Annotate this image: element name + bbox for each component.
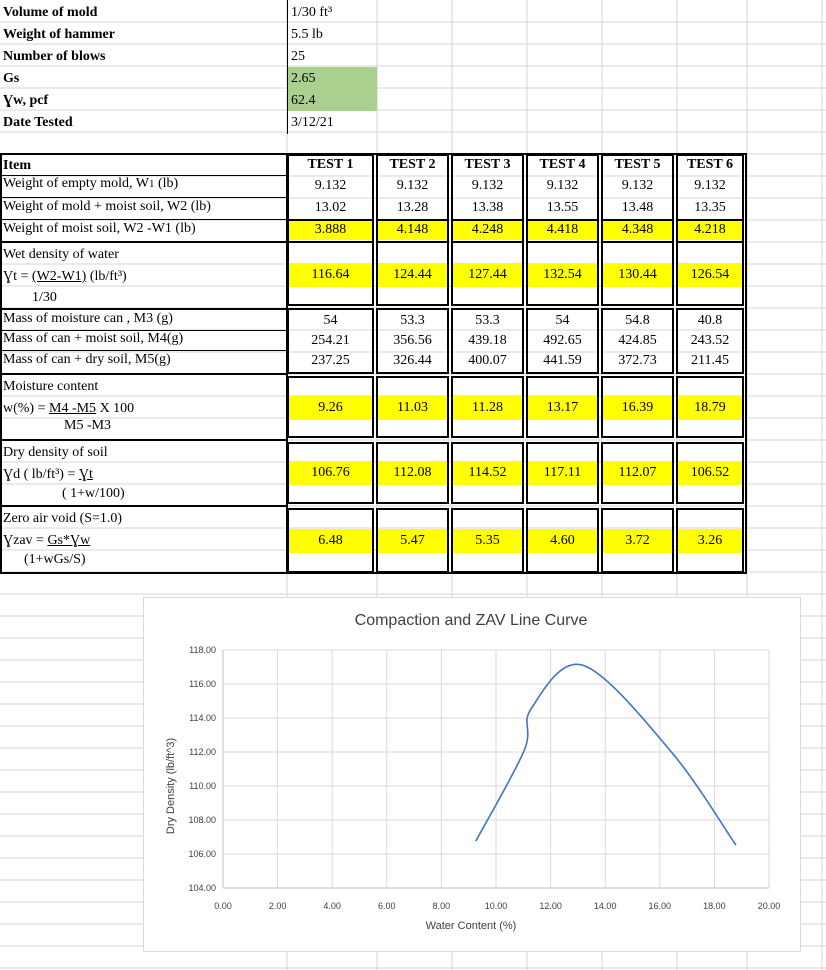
chart-svg: [144, 598, 802, 953]
cell-m5-test1[interactable]: 237.25: [311, 353, 350, 368]
cell-m4-test6[interactable]: 243.52: [690, 333, 730, 348]
label-wet-density: Wet density of water: [3, 247, 119, 262]
cell-wet_density-test3[interactable]: 127.44: [468, 267, 507, 282]
cell-w2-test3[interactable]: 13.38: [471, 200, 504, 215]
header-test-1[interactable]: TEST 1: [307, 156, 354, 172]
chart-y-ticks: [188, 645, 216, 893]
cell-w2-test4[interactable]: 13.55: [546, 200, 579, 215]
param-value-yw[interactable]: 62.4: [291, 93, 316, 108]
label-wet-formula: [3, 269, 127, 285]
cell-m3-test6[interactable]: 40.8: [697, 313, 723, 328]
chart-title: Compaction and ZAV Line Curve: [354, 612, 588, 629]
cell-wet_density-test2[interactable]: 124.44: [393, 267, 432, 282]
cell-dry_density-test3[interactable]: 114.52: [468, 465, 507, 480]
cell-moist-test5[interactable]: 4.348: [621, 222, 654, 237]
cell-w2-test2[interactable]: 13.28: [396, 200, 429, 215]
cell-w2-test6[interactable]: 13.35: [694, 200, 726, 215]
label-moisture: Moisture content: [3, 379, 99, 394]
moisture-formula-factor: X 100: [96, 401, 135, 416]
cell-m3-test5[interactable]: 54.8: [625, 313, 650, 328]
cell-w2-test5[interactable]: 13.48: [621, 200, 654, 215]
row-separator: [0, 308, 288, 310]
cell-m5-test5[interactable]: 372.73: [618, 353, 657, 368]
y-tick-label: 108.00: [188, 815, 216, 825]
param-value-date[interactable]: 3/12/21: [291, 115, 334, 130]
y-tick-label: 112.00: [189, 747, 216, 757]
cell-wet_density-test1[interactable]: 116.64: [311, 267, 350, 282]
cell-wet_density-test5[interactable]: 130.44: [618, 267, 657, 282]
label-dry-density: Dry density of soil: [3, 445, 108, 460]
cell-zav-test3[interactable]: 5.35: [475, 533, 500, 548]
chart-x-ticks: [214, 901, 780, 911]
wet-formula-unit: (lb/ft³): [86, 269, 127, 284]
header-test-2[interactable]: TEST 2: [389, 156, 436, 172]
label-moisture-formula: [3, 401, 134, 417]
dry-formula-numerator: Ɣt: [78, 467, 93, 482]
header-item: Item: [3, 158, 31, 173]
cell-m3-test1[interactable]: 54: [323, 313, 338, 328]
header-test-6[interactable]: TEST 6: [686, 156, 734, 172]
y-tick-label: 116.00: [189, 679, 216, 689]
cell-m4-test2[interactable]: 356.56: [393, 333, 432, 348]
y-tick-label: 114.00: [189, 713, 216, 723]
cell-w1-test1[interactable]: 9.132: [314, 178, 347, 193]
moisture-formula-numerator: M4 -M5: [49, 401, 97, 416]
cell-m4-test4[interactable]: 492.65: [543, 333, 582, 348]
cell-m3-test4[interactable]: 54: [555, 313, 570, 328]
y-tick-label: 104.00: [188, 883, 216, 893]
cell-moist-test3[interactable]: 4.248: [471, 222, 504, 237]
cell-m4-test5[interactable]: 424.85: [618, 333, 657, 348]
cell-m5-test6[interactable]: 211.45: [691, 353, 729, 368]
zav-formula-lhs: Ɣzav =: [3, 533, 48, 548]
chart-gridlines: [223, 650, 769, 888]
x-tick-label: 8.00: [432, 901, 451, 911]
label-moisture-denominator: M5 -M3: [64, 418, 112, 433]
compaction-curve[interactable]: [476, 664, 736, 845]
moisture-formula-lhs: w(%) =: [3, 401, 49, 416]
cell-w1-test6[interactable]: 9.132: [694, 178, 726, 193]
cell-m4-test3[interactable]: 439.18: [468, 333, 507, 348]
chart-y-label: Dry Density (lb/ft^3): [165, 737, 177, 835]
x-tick-label: 18.00: [703, 901, 726, 911]
row-separator: [0, 373, 288, 375]
cell-zav-test2[interactable]: 5.47: [400, 533, 425, 548]
label-wet-denominator: 1/30: [32, 290, 57, 305]
cell-moisture-test1[interactable]: 9.26: [318, 400, 343, 415]
cell-moist-test6[interactable]: 4.218: [694, 222, 726, 237]
x-tick-label: 4.00: [323, 901, 341, 911]
label-m5: Mass of can + dry soil, M5(g): [3, 352, 171, 367]
label-zav-formula: [3, 533, 90, 549]
cell-dry_density-test6[interactable]: 106.52: [690, 465, 730, 480]
cell-moist-test1[interactable]: 3.888: [314, 222, 347, 237]
header-test-3[interactable]: TEST 3: [464, 156, 511, 172]
x-tick-label: 14.00: [593, 901, 617, 911]
row-separator: [0, 219, 288, 220]
chart-x-label: Water Content (%): [425, 920, 517, 932]
y-tick-label: 110.00: [189, 781, 216, 791]
cell-dry_density-test1[interactable]: 106.76: [311, 465, 350, 480]
cell-wet_density-test6[interactable]: 126.54: [690, 267, 730, 282]
x-tick-label: 2.00: [268, 901, 287, 911]
cell-w1-test5[interactable]: 9.132: [621, 178, 654, 193]
label-w2: Weight of mold + moist soil, W2 (lb): [3, 199, 211, 214]
label-m3: Mass of moisture can , M3 (g): [3, 311, 173, 326]
label-moist-soil: Weight of moist soil, W2 -W1 (lb): [3, 221, 196, 236]
row-separator: [0, 439, 288, 441]
x-tick-label: 16.00: [648, 901, 672, 911]
cell-moisture-test6[interactable]: 18.79: [694, 400, 726, 415]
header-test-4[interactable]: TEST 4: [539, 156, 586, 172]
cell-zav-test1[interactable]: 6.48: [318, 533, 343, 548]
cell-zav-test4[interactable]: 4.60: [550, 533, 575, 548]
label-w1: Weight of empty mold, W1 (lb): [3, 176, 179, 191]
label-dry-formula: [3, 467, 93, 483]
row-separator: [0, 505, 288, 507]
param-value-volume[interactable]: 1/30 ft³: [291, 5, 333, 20]
label-zav: Zero air void (S=1.0): [3, 511, 123, 526]
row-separator: [0, 241, 288, 243]
cell-m3-test2[interactable]: 53.3: [400, 313, 425, 328]
row-separator: [0, 350, 288, 351]
cell-dry_density-test4[interactable]: 117.11: [543, 465, 582, 480]
param-label-hammer: Weight of hammer: [3, 27, 115, 42]
cell-w1-test3[interactable]: 9.132: [471, 178, 504, 193]
cell-moist-test2[interactable]: 4.148: [396, 222, 429, 237]
param-value-hammer[interactable]: 5.5 lb: [291, 27, 323, 42]
cell-m4-test1[interactable]: 254.21: [311, 333, 350, 348]
param-value-blows[interactable]: 25: [291, 49, 305, 64]
params-divider: [287, 0, 288, 134]
cell-moisture-test3[interactable]: 11.28: [472, 400, 503, 415]
cell-m3-test3[interactable]: 53.3: [475, 313, 500, 328]
cell-moist-test4[interactable]: 4.418: [546, 222, 579, 237]
label-m4: Mass of can + moist soil, M4(g): [3, 331, 184, 346]
cell-zav-test5[interactable]: 3.72: [625, 533, 650, 548]
param-label-date: Date Tested: [3, 115, 73, 130]
x-tick-label: 10.00: [484, 901, 508, 911]
x-tick-label: 6.00: [378, 901, 396, 911]
cell-dry_density-test5[interactable]: 112.07: [618, 465, 657, 480]
param-label-yw: Ɣw, pcf: [3, 93, 49, 108]
param-label-gs: Gs: [3, 71, 20, 86]
y-tick-label: 106.00: [188, 849, 216, 859]
compaction-chart[interactable]: [143, 597, 801, 952]
param-label-volume: Volume of mold: [3, 5, 98, 20]
label-dry-denominator: ( 1+w/100): [62, 486, 125, 501]
cell-w2-test1[interactable]: 13.02: [314, 200, 347, 215]
cell-m5-test3[interactable]: 400.07: [468, 353, 507, 368]
header-test-5[interactable]: TEST 5: [614, 156, 661, 172]
wet-formula-lhs: Ɣt =: [3, 269, 32, 284]
cell-w1-test4[interactable]: 9.132: [546, 178, 579, 193]
cell-wet_density-test4[interactable]: 132.54: [543, 267, 582, 282]
cell-w1-test2[interactable]: 9.132: [396, 178, 429, 193]
cell-moisture-test2[interactable]: 11.03: [397, 400, 428, 415]
x-tick-label: 0.00: [214, 901, 232, 911]
cell-m5-test4[interactable]: 441.59: [543, 353, 582, 368]
y-tick-label: 118.00: [189, 645, 216, 655]
param-value-gs[interactable]: 2.65: [291, 71, 316, 86]
param-label-blows: Number of blows: [3, 49, 106, 64]
dry-formula-lhs: Ɣd ( lb/ft³) =: [3, 467, 79, 482]
cell-moisture-test4[interactable]: 13.17: [546, 400, 579, 415]
cell-m5-test2[interactable]: 326.44: [393, 353, 432, 368]
cell-zav-test6[interactable]: 3.26: [697, 533, 723, 548]
x-tick-label: 12.00: [539, 901, 562, 911]
label-zav-denominator: (1+wGs/S): [24, 552, 86, 567]
zav-formula-numerator: Gs*Ɣw: [47, 533, 91, 548]
x-tick-label: 20.00: [757, 901, 781, 911]
wet-formula-numerator: (W2-W1): [31, 269, 87, 284]
row-separator: [0, 197, 288, 198]
cell-moisture-test5[interactable]: 16.39: [621, 400, 654, 415]
cell-dry_density-test2[interactable]: 112.08: [393, 465, 432, 480]
